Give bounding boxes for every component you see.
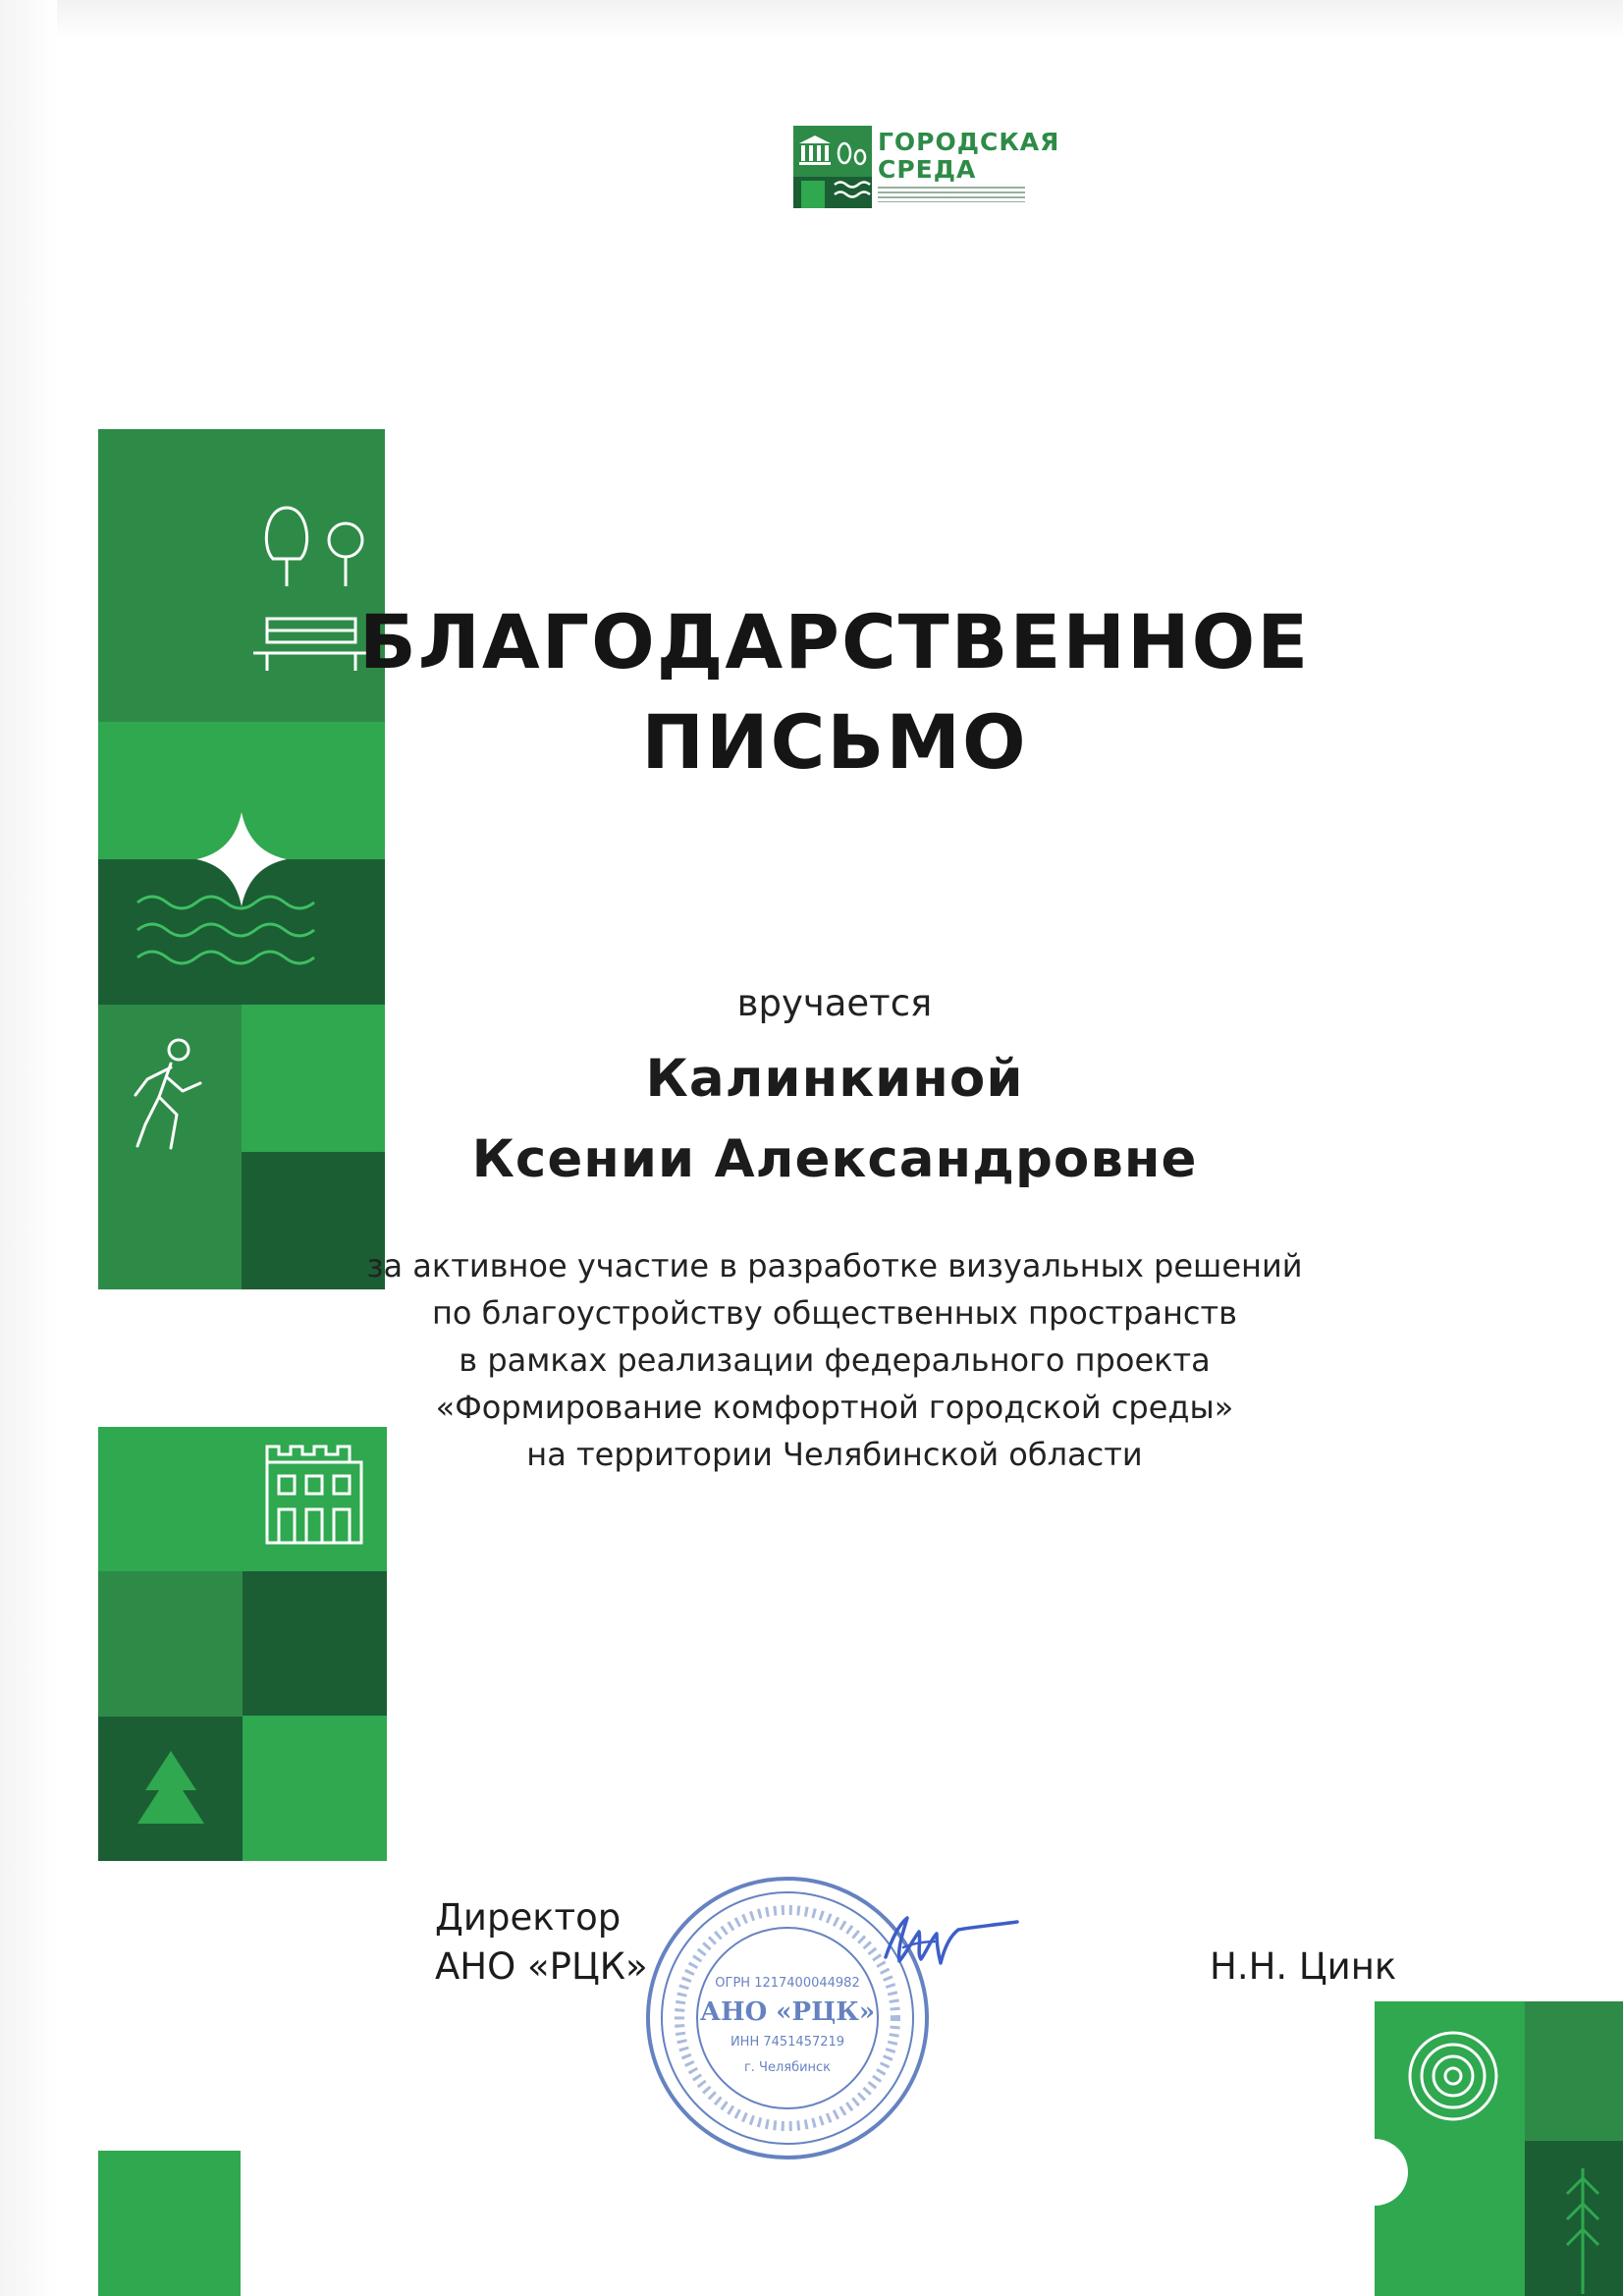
logo <box>793 126 1060 208</box>
logo-emblem-icon <box>793 126 872 208</box>
reason-line: за активное участие в разработке визуальных решений <box>366 1247 1303 1285</box>
handwritten-signature <box>874 1900 1051 1989</box>
presented-label: вручается <box>736 982 933 1024</box>
stamp-org: АНО «РЦК» <box>699 1997 876 2027</box>
recipient-given-names: Ксении Александровне <box>471 1129 1198 1189</box>
document-title-line1: БЛАГОДАРСТВЕННОЕ <box>358 598 1311 685</box>
recipient-surname: Калинкиной <box>645 1049 1024 1109</box>
reason-line: в рамках реализации федерального проекта <box>459 1341 1211 1379</box>
signatory-position-line2: АНО «РЦК» <box>435 1945 648 1988</box>
stamp-city: г. Челябинск <box>743 2060 832 2075</box>
logo-text-line2: СРЕДА <box>878 155 977 184</box>
signatory-name: Н.Н. Цинк <box>1210 1945 1397 1988</box>
stamp-ogrn: ОГРН 1217400044982 <box>715 1976 860 1991</box>
signatory-position <box>435 1893 648 1992</box>
logo-fine-print <box>878 187 1025 202</box>
reason-line: по благоустройству общественных пространств <box>431 1294 1238 1332</box>
stamp-inn: ИНН 7451457219 <box>730 2035 845 2050</box>
bottom-left-square <box>98 2151 241 2296</box>
scan-shading-left <box>0 0 57 2296</box>
scan-shading-top <box>0 0 1623 39</box>
signatory-position-line1: Директор <box>435 1896 622 1939</box>
document-title-line2: ПИСЬМО <box>641 698 1028 786</box>
logo-text-line1: ГОРОДСКАЯ <box>878 128 1060 156</box>
left-decor-middle <box>98 1427 387 1861</box>
reason-text <box>295 1242 1375 1478</box>
reason-line: «Формирование комфортной городской среды» <box>435 1389 1234 1426</box>
reason-line: на территории Челябинской области <box>526 1436 1143 1473</box>
right-decor-bottom <box>1375 2001 1623 2296</box>
